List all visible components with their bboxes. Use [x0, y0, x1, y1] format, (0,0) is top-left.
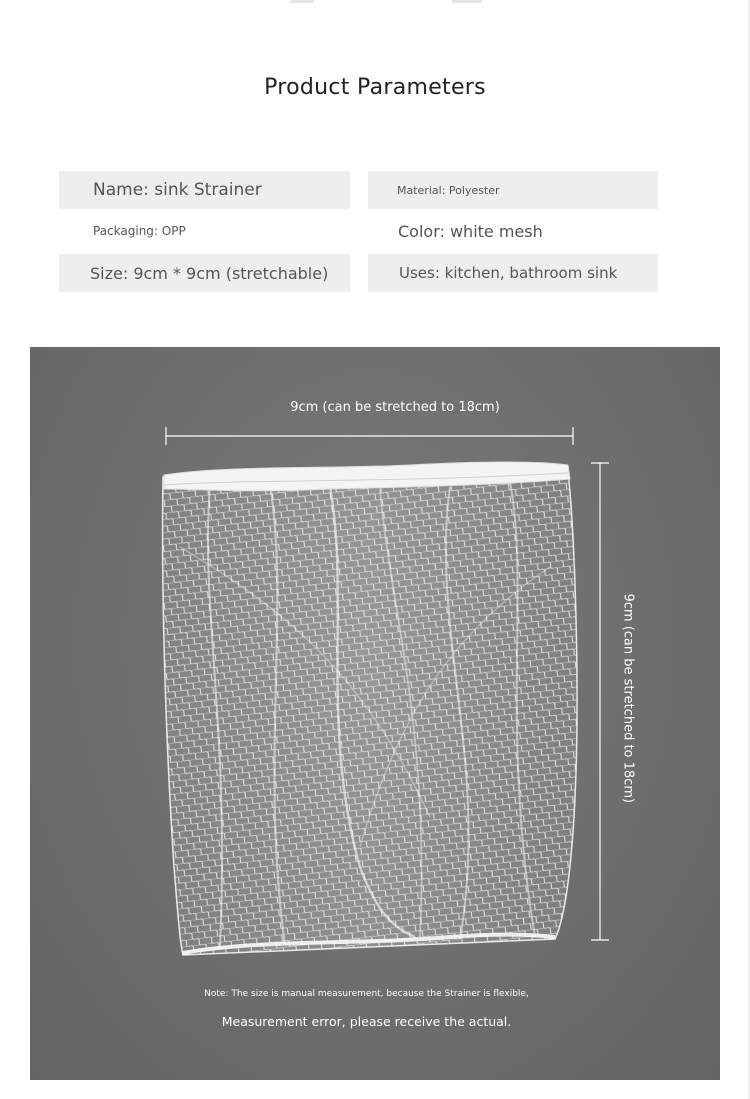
param-material: Material: Polyester [368, 171, 658, 209]
param-color: Color: white mesh [398, 221, 543, 241]
note-line-2: Measurement error, please receive the actual. [221, 1014, 512, 1029]
param-packaging: Packaging: OPP [93, 224, 186, 238]
page-title: Product Parameters [264, 75, 486, 100]
height-dimension-label: 9cm (can be stretched to 18cm) [620, 593, 636, 804]
strainer-illustration [30, 347, 720, 1080]
height-dimension-line [591, 463, 609, 940]
note-line-1: Note: The size is manual measurement, because the Strainer is flexible, [204, 989, 529, 999]
top-edge-remnant [0, 0, 750, 6]
product-photo [30, 347, 720, 1080]
width-dimension-label: 9cm (can be stretched to 18cm) [290, 400, 500, 415]
mesh-bag [163, 472, 578, 955]
param-name: Name: sink Strainer [59, 171, 350, 209]
width-dimension-line [166, 427, 573, 445]
param-uses: Uses: kitchen, bathroom sink [368, 254, 658, 292]
param-size: Size: 9cm * 9cm (stretchable) [59, 254, 350, 292]
